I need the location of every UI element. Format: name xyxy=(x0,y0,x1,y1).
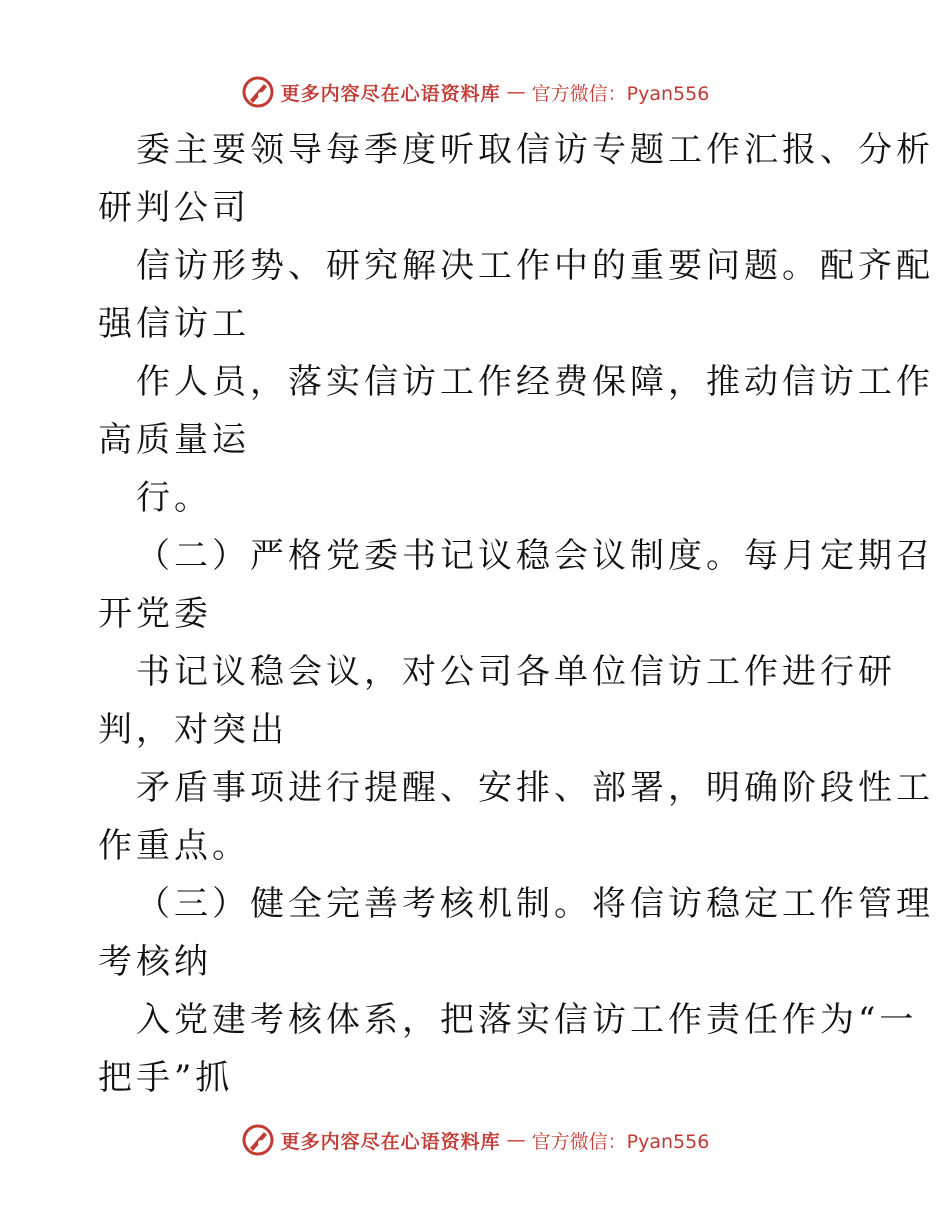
header-watermark xyxy=(0,72,950,112)
text-line: 行。 xyxy=(136,478,212,518)
text-line: 开党委 xyxy=(98,594,212,634)
text-line: 入党建考核体系，把落实信访工作责任作为“一 xyxy=(136,1000,918,1040)
text-line: （三）健全完善考核机制。将信访稳定工作管理 xyxy=(136,884,934,924)
pen-seal-icon xyxy=(241,75,275,109)
text-line: （二）严格党委书记议稳会议制度。每月定期召 xyxy=(136,536,934,576)
watermark-brand: 更多内容尽在心语资料库 xyxy=(280,1130,501,1153)
watermark-dash: — xyxy=(506,1129,526,1151)
watermark-dash: — xyxy=(506,81,526,103)
text-line: 信访形势、研究解决工作中的重要问题。配齐配 xyxy=(136,246,934,286)
text-line: 强信访工 xyxy=(98,304,250,344)
text-line: 判，对突出 xyxy=(98,710,288,750)
text-line: 作重点。 xyxy=(98,826,250,866)
text-line: 委主要领导每季度听取信访专题工作汇报、分析 xyxy=(136,130,934,170)
footer-watermark xyxy=(0,1120,950,1160)
watermark-contact: 官方微信：Pyan556 xyxy=(531,82,710,105)
text-line: 矛盾事项进行提醒、安排、部署，明确阶段性工 xyxy=(136,768,934,808)
text-line: 书记议稳会议，对公司各单位信访工作进行研 xyxy=(136,652,896,692)
watermark-contact: 官方微信：Pyan556 xyxy=(531,1130,710,1153)
text-line: 作人员，落实信访工作经费保障，推动信访工作 xyxy=(136,362,934,402)
watermark-brand: 更多内容尽在心语资料库 xyxy=(280,82,501,105)
text-line: 研判公司 xyxy=(98,188,250,228)
pen-seal-icon xyxy=(241,1123,275,1157)
text-line: 把手”抓 xyxy=(98,1058,234,1098)
text-line: 高质量运 xyxy=(98,420,250,460)
text-line: 考核纳 xyxy=(98,942,212,982)
